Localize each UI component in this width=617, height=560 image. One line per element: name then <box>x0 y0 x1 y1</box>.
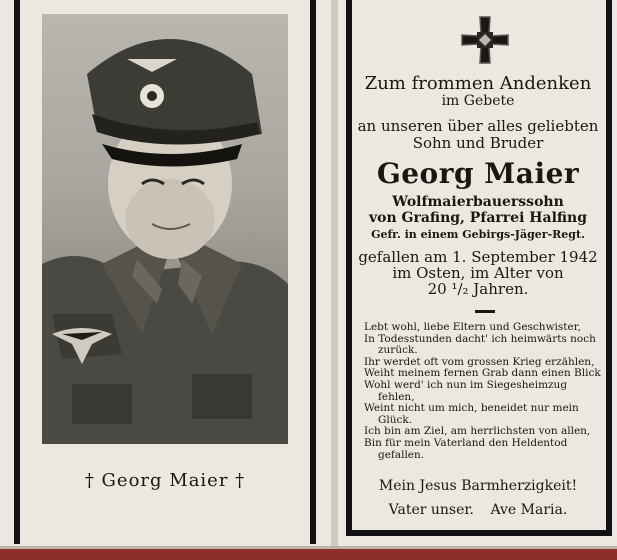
poem-line: In Todesstunden dacht' ich heimwärts noch <box>364 332 596 345</box>
portrait-drawing <box>42 14 288 444</box>
deceased-name: Georg Maier <box>376 157 580 190</box>
farewell-poem <box>364 321 601 461</box>
origin-line-2: von Grafing, Pfarrei Halfing <box>368 210 588 226</box>
closing-prayer: Mein Jesus Barmherzigkeit! <box>378 478 578 494</box>
poem-line: Wohl werd' ich nun im Siegesheimzug <box>364 378 568 391</box>
poem-line: Ihr werdet oft vom grossen Krieg erzählen, <box>364 355 595 368</box>
death-details <box>356 249 600 297</box>
poem-line: Glück. <box>378 413 413 426</box>
bottom-strip <box>0 546 617 560</box>
poem-line: gefallen. <box>378 448 425 461</box>
military-rank: Gefr. in einem Gebirgs-Jäger-Regt. <box>371 228 585 241</box>
poem-line: zurück. <box>378 344 418 357</box>
poem-line: Lebt wohl, liebe Eltern und Geschwister, <box>364 321 581 333</box>
closing-prayers-line <box>356 502 600 518</box>
death-line-1: gefallen am 1. September 1942 <box>358 248 598 266</box>
poem-line: fehlen, <box>378 390 415 403</box>
dedication-line-1: an unseren über alles geliebten <box>357 117 599 135</box>
origin <box>356 194 600 226</box>
portrait-caption: † Georg Maier † <box>84 470 246 491</box>
death-line-3: 20 ¹/₂ Jahren. <box>427 280 529 298</box>
soldier-portrait <box>42 14 288 444</box>
poem-line: Bin für mein Vaterland den Heldentod <box>364 436 568 449</box>
separator-dash <box>475 310 495 313</box>
origin-line-1: Wolfmaierbauerssohn <box>392 194 564 210</box>
intro-title: Zum frommen Andenken <box>364 73 592 94</box>
poem-line: Weint nicht um mich, beneidet nur mein <box>364 402 579 415</box>
death-line-2: im Osten, im Alter von <box>392 264 564 282</box>
intro-subtitle: im Gebete <box>441 93 515 109</box>
poem-line: Ich bin am Ziel, am herrlichsten von allen, <box>364 425 591 438</box>
iron-cross-icon <box>460 15 510 69</box>
dedication <box>356 118 600 152</box>
prayer-ave-maria: Ave Maria. <box>490 502 568 518</box>
prayer-vater-unser: Vater unser. <box>388 502 475 518</box>
dedication-line-2: Sohn und Bruder <box>412 134 544 152</box>
poem-line: Weiht meinem fernen Grab dann einen Blick <box>364 367 601 380</box>
